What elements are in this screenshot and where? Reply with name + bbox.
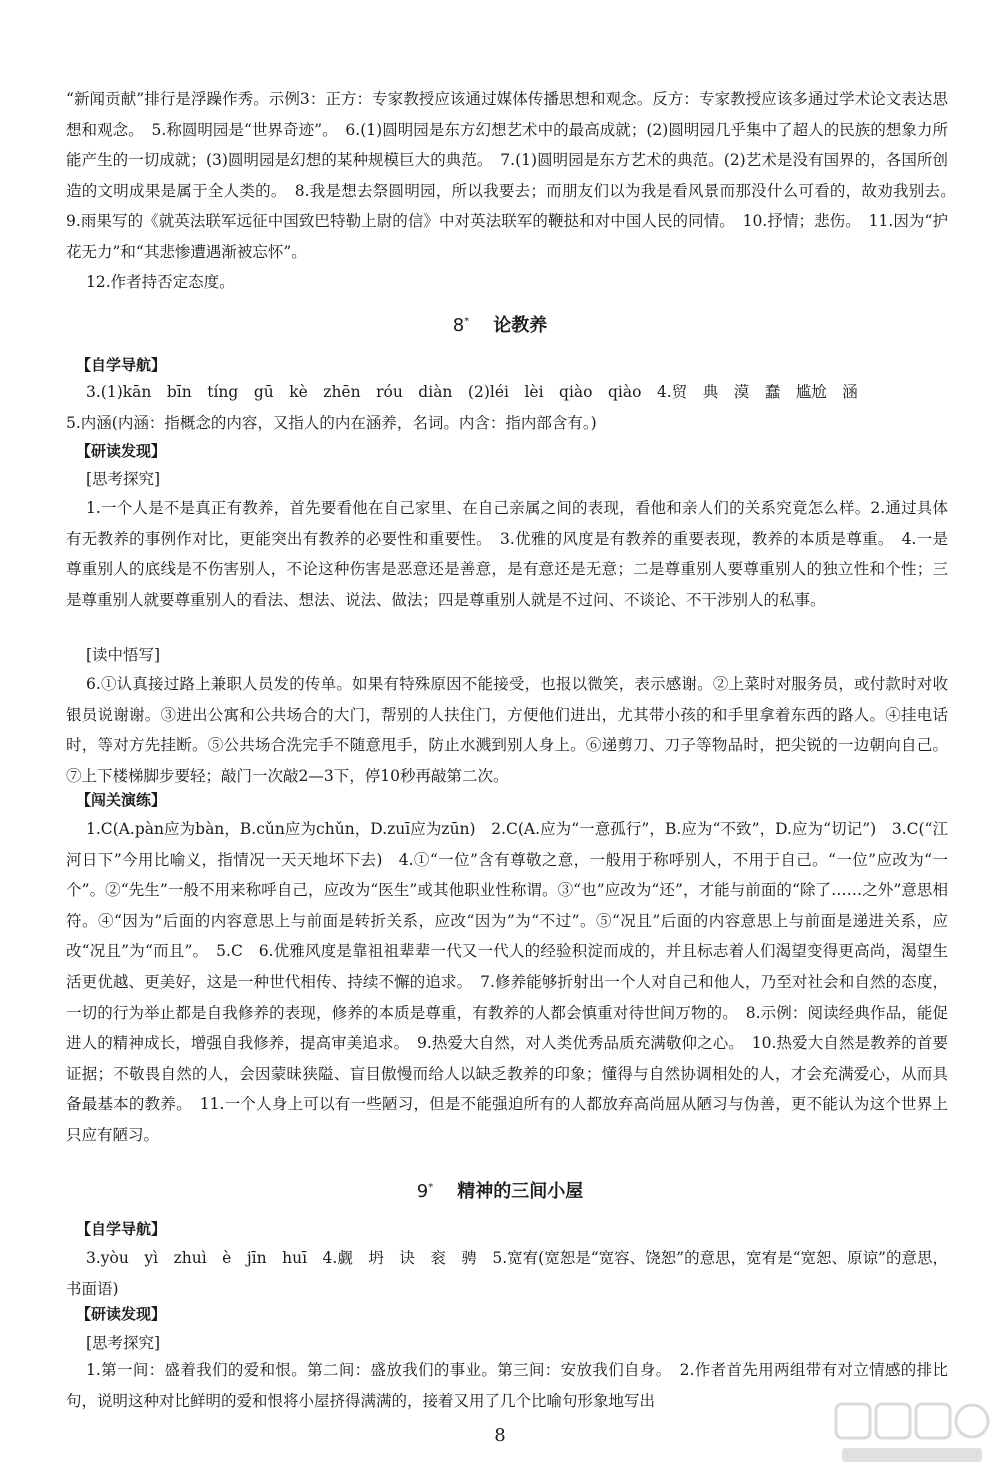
section-8-guide-label: 【自学导航】: [76, 356, 167, 374]
section-9-think-paragraph: 1.第一间：盛着我们的爱和恨。第二间：盛放我们的事业。第三间：安放我们自身。 2.作者首先用两组带有对立情感的排比句，说明这种对比鲜明的爱和恨将小屋挤得满满的，接着又用了几个比喻句形象地写出: [66, 1361, 948, 1410]
section-8-number: 8*: [452, 315, 470, 336]
section-8-practice-label: 【闯关演练】: [76, 791, 167, 809]
section-9-title: 精神的三间小屋: [457, 1181, 584, 1202]
section-8-read-label: [读中悟写]: [86, 646, 161, 664]
section-8-think-paragraph: 1.一个人是不是真正有教养，首先要看他在自己家里、在自己亲属之间的表现，看他和亲人们的关系究竟怎么样。2.通过具体有无教养的事例作对比，更能突出有教养的必要性和重要性。 3.优雅的风度是有教养的重要表现，教养的本质是尊重。 4.一是尊重别人的底线是不伤害别人，不论这种伤害是恶意还是善意，是有意还是无意；二是尊重别人要尊重别人的独立性和个性；三是尊重别人就要尊重别人的看法、想法、说法、做法；四是尊重别人就是不过问、不谈论、不干涉别人的私事。: [66, 499, 948, 609]
answer-paragraph-12: 12.作者持否定态度。: [86, 273, 235, 291]
answer-paragraph-top: “新闻贡献”排行是浮躁作秀。示例3：正方：专家教授应该通过媒体传播思想和观念。反方：专家教授应该多通过学术论文表达思想和观念。 5.称圆明园是“世界奇迹”。 6.(1)圆明园是东方幻想艺术中的最高成就；(2)圆明园几乎集中了超人的民族的想象力所能产生的一切成就；(3)圆明园是幻想的某种规模巨大的典范。 7.(1)圆明园是东方艺术的典范。(2)艺术是没有国界的，各国所创造的文明成果是属于全人类的。 8.我是想去祭圆明园，所以我要去；而朋友们以为我是看风景而那没什么可看的，故劝我别去。 9.雨果写的《就英法联军远征中国致巴特勒上尉的信》中对英法联军的鞭挞和对中国人民的同情。 10.抒情；悲伤。 11.因为“护花无力”和“其悲惨遭遇渐被忘怀”。: [66, 90, 964, 261]
page-number: 8: [494, 1425, 506, 1446]
section-8-guide-line1: 3.(1)kān bīn tíng gū kè zhēn róu diàn (2)léi lèi qiào qiào 4.贸 典 漠 蠢 尴尬 涵: [86, 383, 858, 401]
section-9-guide-label: 【自学导航】: [76, 1220, 167, 1238]
section-8-title: 论教养: [493, 315, 548, 336]
section-8-read-paragraph: 6.①认真接过路上兼职人员发的传单。如果有特殊原因不能接受，也报以微笑，表示感谢。②上菜时对服务员，或付款时对收银员说谢谢。③进出公寓和公共场合的大门，帮别的人扶住门，方便他们进出，尤其带小孩的和手里拿着东西的路人。④挂电话时，等对方先挂断。⑤公共场合洗完手不随意甩手，防止水溅到别人身上。⑥递剪刀、刀子等物品时，把尖锐的一边朝向自己。⑦上下楼梯脚步要轻；敲门一次敲2—3下，停10秒再敲第二次。: [66, 675, 948, 785]
section-8-heading: [0, 309, 1000, 339]
section-9-guide-paragraph: 3.yòu yì zhuì è jīn huī 4.觑 坍 诀 衮 骋 5.宽宥(宽恕是“宽容、饶恕”的意思，宽宥是“宽恕、原谅”的意思，书面语): [66, 1249, 948, 1298]
section-8-think-label: [思考探究]: [86, 470, 161, 488]
section-8-guide-line2: 5.内涵(内涵：指概念的内容，又指人的内在涵养，名词。内含：指内部含有。): [66, 414, 597, 432]
section-9-heading: [0, 1175, 1000, 1205]
section-9-number: 9*: [416, 1181, 434, 1202]
section-9-research-label: 【研读发现】: [76, 1305, 167, 1323]
section-8-research-label: 【研读发现】: [76, 442, 167, 460]
section-9-think-label: [思考探究]: [86, 1334, 161, 1352]
section-8-practice-paragraph: 1.C(A.pàn应为bàn，B.cǔn应为chǔn，D.zuī应为zūn) 2.C(A.应为“一意孤行”，B.应为“不致”，D.应为“切记”) 3.C(“江河日下”今用比喻义，指情况一天天地坏下去) 4.①“一位”含有尊敬之意，一般用于称呼别人，不用于自己。“一位”应改为“一个”。②“先生”一般不用来称呼自己，应改为“医生”或其他职业性称谓。③“也”应改为“还”，才能与前面的“除了……之外”意思相符。④“因为”后面的内容意思上与前面是转折关系，应改“因为”为“不过”。⑤“况且”后面的内容意思上与前面是递进关系，应改“况且”为“而且”。 5.C 6.优雅风度是靠祖祖辈辈一代又一代人的经验积淀而成的，并且标志着人们渴望变得更高尚，渴望生活更优越、更美好，这是一种世代相传、持续不懈的追求。 7.修养能够折射出一个人对自己和他人，乃至对社会和自然的态度，一切的行为举止都是自我修养的表现，修养的本质是尊重，有教养的人都会慎重对待世间万物的。 8.示例：阅读经典作品，能促进人的精神成长，增强自我修养，提高审美追求。 9.热爱大自然，对人类优秀品质充满敬仰之心。 10.热爱大自然是教养的首要证据；不敬畏自然的人，会因蒙昧狭隘、盲目傲慢而给人以缺乏教养的印象；懂得与自然协调相处的人，才会充满爱心，从而具备最基本的教养。 11.一个人身上可以有一些陋习，但是不能强迫所有的人都放弃高尚屈从陋习与伪善，更不能认为这个世界上只应有陋习。: [66, 820, 948, 1144]
